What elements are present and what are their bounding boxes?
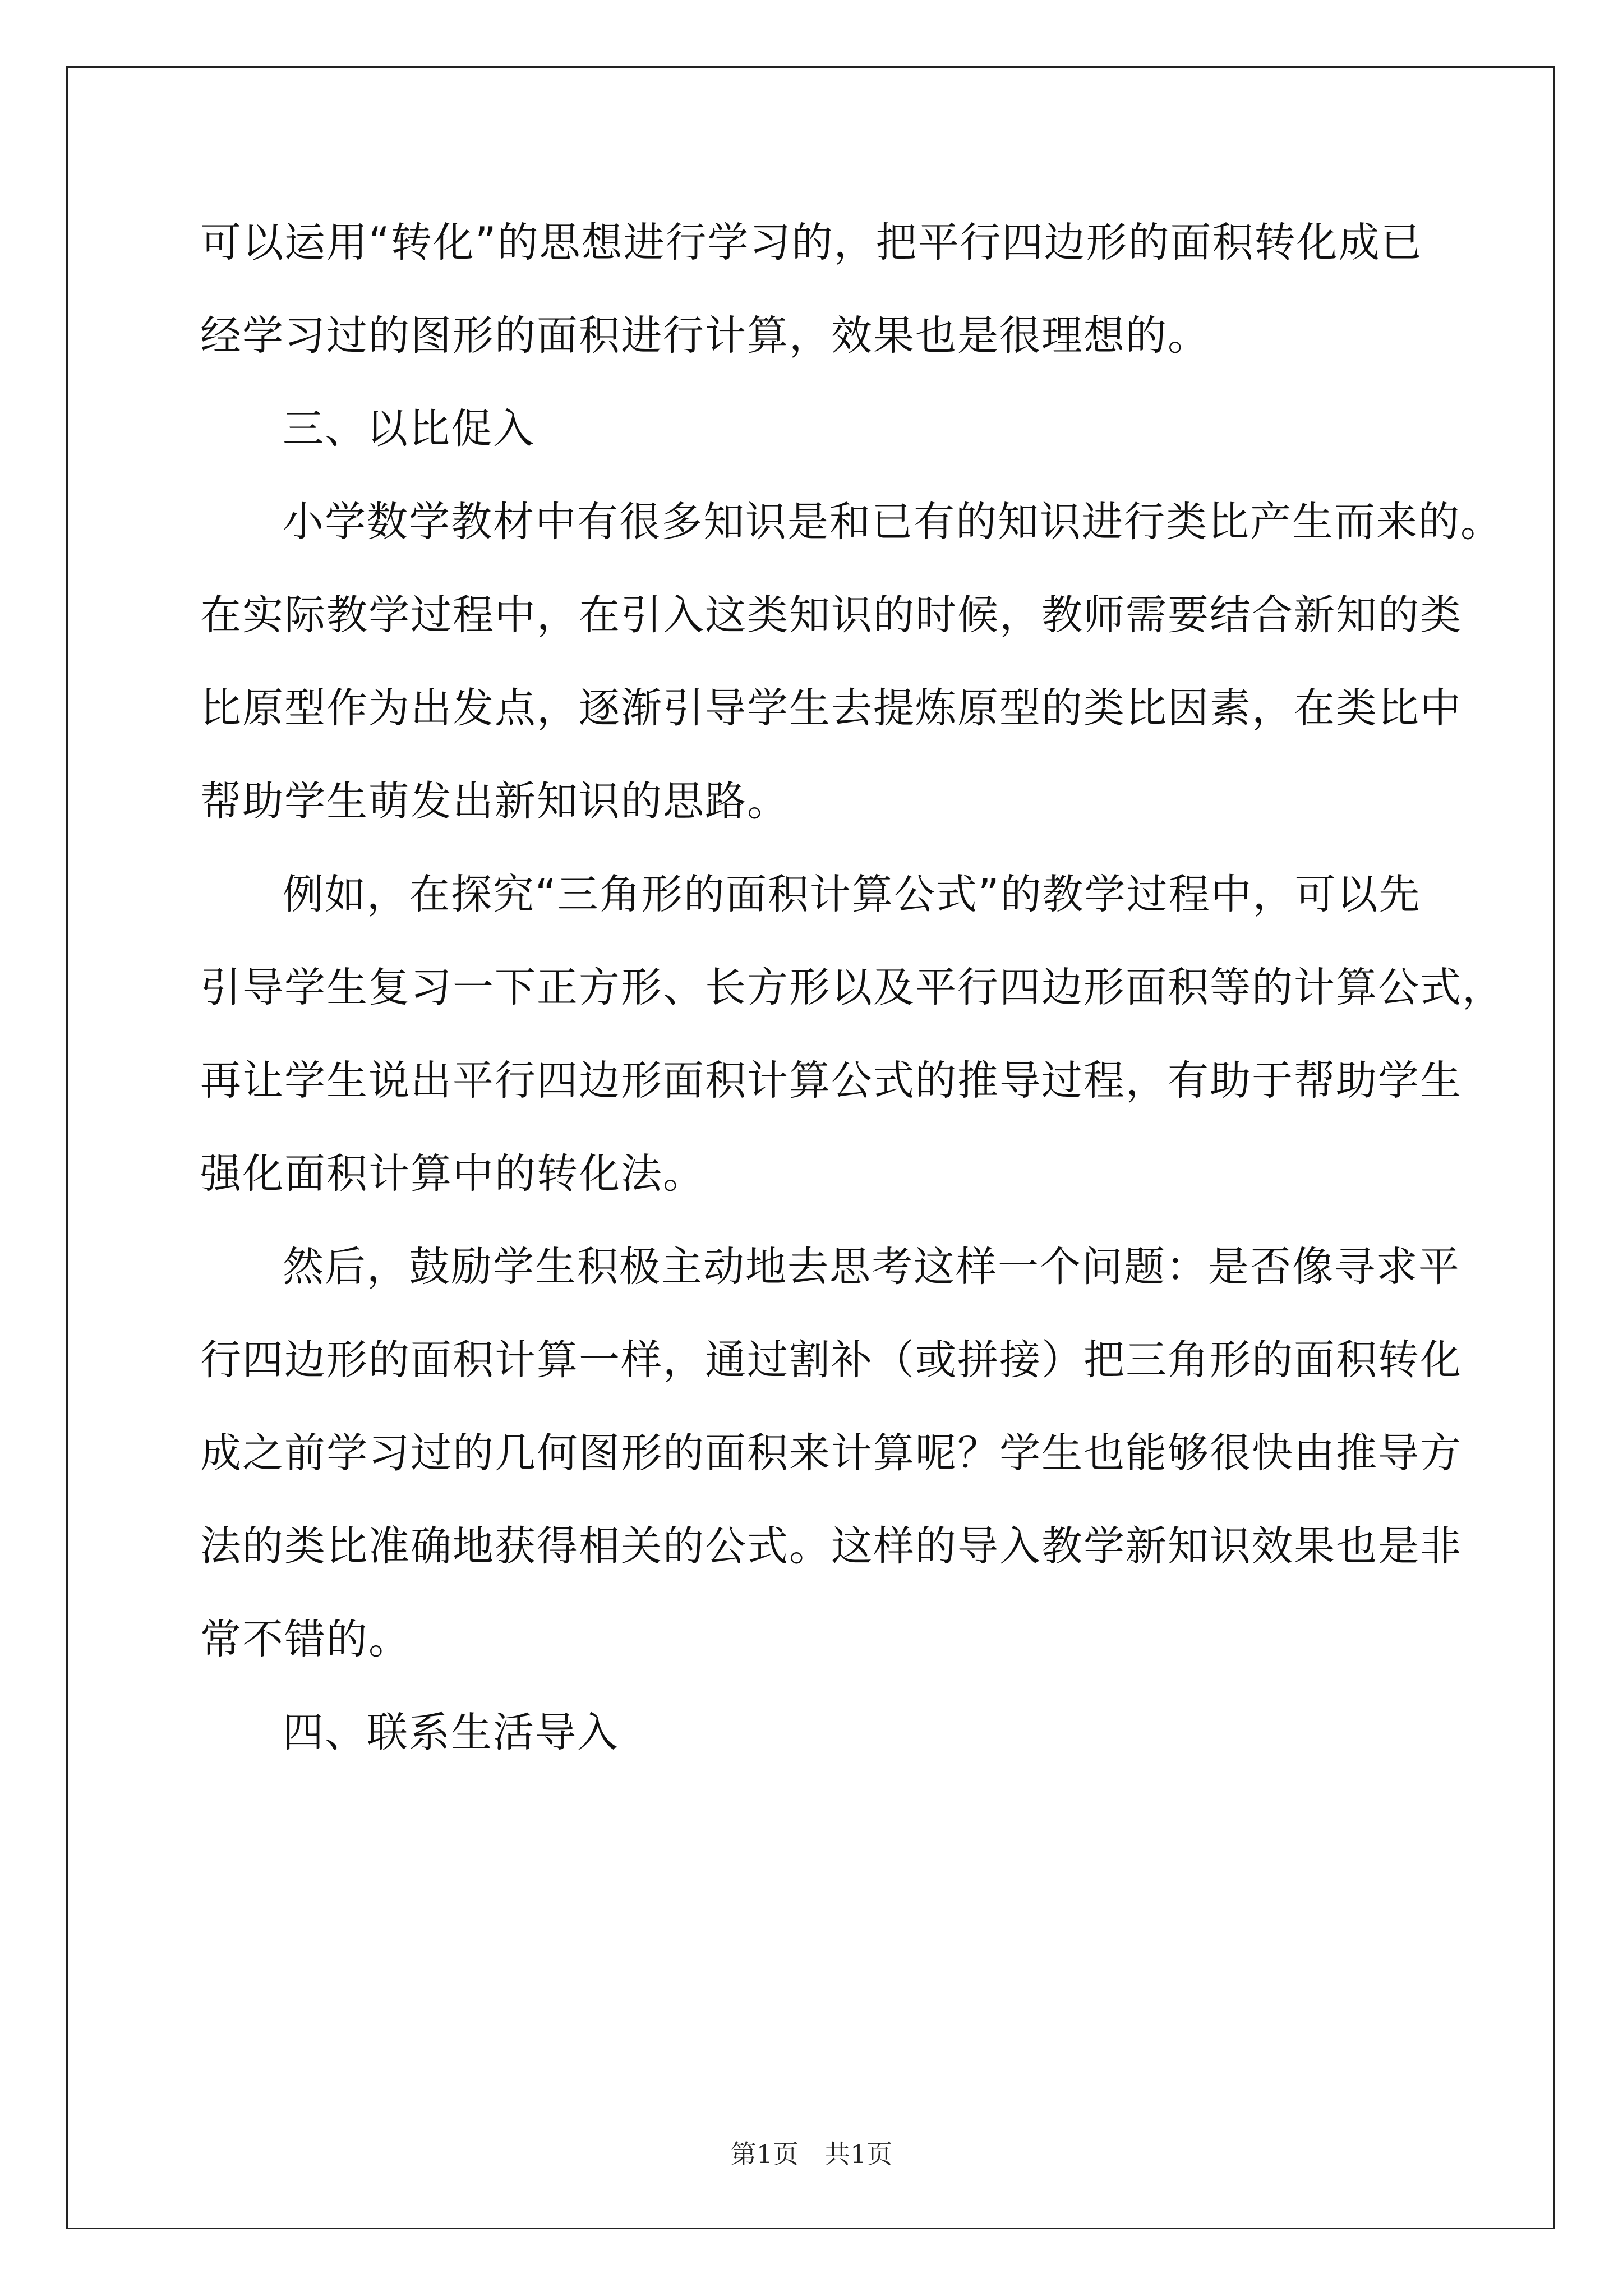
text-line: 帮助学生萌发出新知识的思路。 [200, 777, 789, 825]
text-line: 引导学生复习一下正方形、长方形以及平行四边形面积等的计算公式， [200, 964, 1504, 1011]
page-number-footer: 第1页 共1页 [730, 2139, 893, 2169]
text-line: 经学习过的图形的面积进行计算，效果也是很理想的。 [200, 312, 1210, 360]
section-heading: 四、联系生活导入 [283, 1709, 619, 1756]
section-heading: 三、以比促入 [283, 405, 535, 453]
text-line: 然后，鼓励学生积极主动地去思考这样一个问题：是否像寻求平 [283, 1243, 1460, 1291]
text-line: 小学数学教材中有很多知识是和已有的知识进行类比产生而来的。 [283, 498, 1502, 546]
text-line: 法的类比准确地获得相关的公式。这样的导入教学新知识效果也是非 [200, 1522, 1462, 1570]
text-line: 再让学生说出平行四边形面积计算公式的推导过程，有助于帮助学生 [200, 1057, 1462, 1105]
text-line: 例如，在探究“三角形的面积计算公式”的教学过程中，可以先 [283, 871, 1421, 918]
text-line: 强化面积计算中的转化法。 [200, 1150, 705, 1198]
text-line: 比原型作为出发点，逐渐引导学生去提炼原型的类比因素，在类比中 [200, 684, 1462, 732]
text-line: 行四边形的面积计算一样，通过割补（或拼接）把三角形的面积转化 [200, 1336, 1462, 1384]
text-line: 可以运用“转化”的思想进行学习的，把平行四边形的面积转化成已 [200, 219, 1423, 266]
text-line: 常不错的。 [200, 1616, 411, 1663]
text-line: 在实际教学过程中，在引入这类知识的时候，教师需要结合新知的类 [200, 591, 1462, 639]
text-line: 成之前学习过的几何图形的面积来计算呢？学生也能够很快由推导方 [200, 1429, 1462, 1477]
document-body [200, 196, 1504, 1779]
